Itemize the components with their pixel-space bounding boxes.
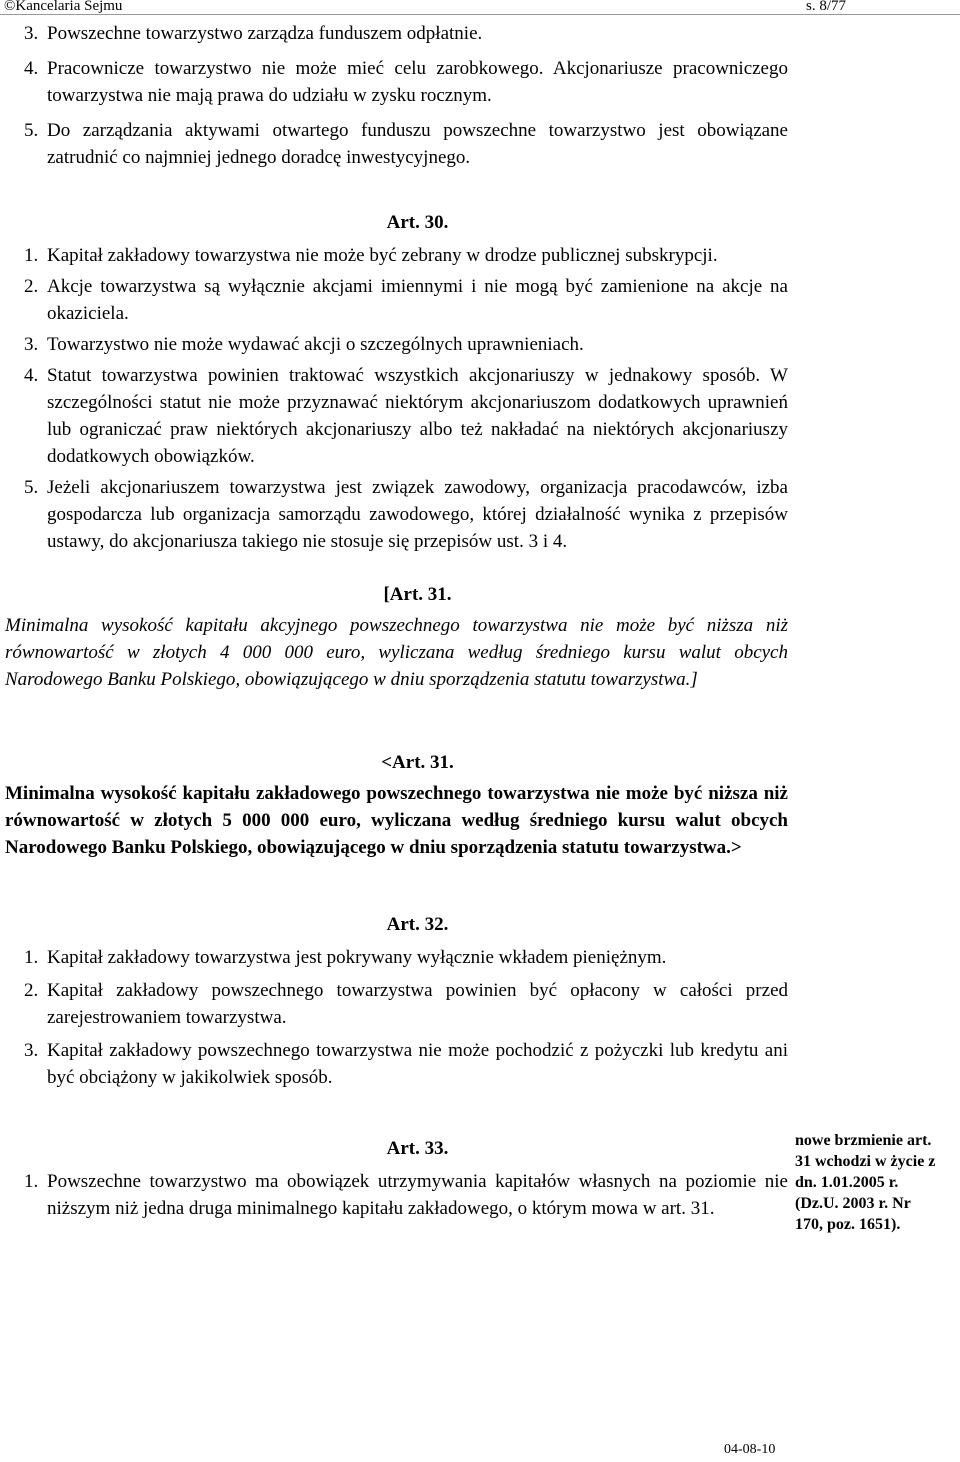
- paragraph: [24, 944, 788, 971]
- repealed-article-text: Minimalna wysokość kapitału akcyjnego powszechnego towarzystwa nie może być niższa niż równowartość w złotych 4 000 000 euro, wyliczana według średniego kursu walut obcych Narodowego Banku Polskiego, obowiązującego w dniu sporządzenia statutu towarzystwa.]: [5, 615, 788, 690]
- paragraph-text: Kapitał zakładowy powszechnego towarzystwa nie może pochodzić z pożyczki lub kredytu ani być obciążony w jakikolwiek sposób.: [47, 1040, 788, 1088]
- header-rule: [0, 14, 960, 15]
- margin-note-line: 170, poz. 1651).: [795, 1216, 901, 1233]
- margin-note-line: nowe brzmienie art.: [795, 1132, 932, 1149]
- paragraph: [24, 273, 788, 327]
- paragraph-number: 3.: [24, 334, 39, 355]
- paragraph-text: Kapitał zakładowy towarzystwa jest pokrywany wyłącznie wkładem pieniężnym.: [47, 947, 667, 968]
- paragraph: [24, 977, 788, 1031]
- paragraph: [24, 242, 788, 269]
- article-heading-new: <Art. 31.: [381, 752, 454, 773]
- paragraph-number: 1.: [24, 947, 39, 968]
- footer-date: 04-08-10: [724, 1442, 776, 1457]
- paragraph-number: 1.: [24, 1171, 39, 1192]
- paragraph-number: 5.: [24, 477, 39, 498]
- paragraph-number: 2.: [24, 980, 39, 1001]
- art30-items: [24, 242, 788, 555]
- art32-items: [24, 944, 788, 1091]
- paragraph-number: 5.: [24, 120, 39, 141]
- paragraph-text: Jeżeli akcjonariuszem towarzystwa jest związek zawodowy, organizacja pracodawców, izba gospodarcza lub organizacja samorządu zawodowego, której działalność wynika z przepisów ustawy, do akcjonariusza takiego nie stosuje się przepisów ust. 3 i 4.: [47, 477, 788, 552]
- new-article-text: Minimalna wysokość kapitału zakładowego powszechnego towarzystwa nie może być niższa niż równowartość w złotych 5 000 000 euro, wyliczana według średniego kursu walut obcych Narodowego Banku Polskiego, obowiązującego w dniu sporządzenia statutu towarzystwa.>: [5, 783, 788, 858]
- margin-note-line: (Dz.U. 2003 r. Nr: [795, 1195, 911, 1212]
- article-heading: Art. 33.: [386, 1138, 449, 1159]
- art29-tail: [24, 20, 788, 171]
- paragraph-text: Statut towarzystwa powinien traktować wszystkich akcjonariuszy w jednakowy sposób. W szczególności statut nie może przyznawać niektórym akcjonariuszom dodatkowych uprawnień lub ograniczać praw niektórych akcjonariuszy albo też nakładać na niektórych akcjonariuszy dodatkowych obowiązków.: [47, 365, 788, 467]
- margin-note-line: dn. 1.01.2005 r.: [795, 1174, 899, 1191]
- document-body: [5, 20, 788, 1222]
- paragraph-text: Kapitał zakładowy towarzystwa nie może być zebrany w drodze publicznej subskrypcji.: [47, 245, 718, 266]
- margin-note-line: 31 wchodzi w życie z: [795, 1153, 936, 1170]
- paragraph: [24, 331, 788, 358]
- paragraph-number: 1.: [24, 245, 39, 266]
- paragraph-number: 3.: [24, 23, 39, 44]
- article-heading: Art. 32.: [386, 914, 449, 935]
- paragraph-text: Powszechne towarzystwo ma obowiązek utrzymywania kapitałów własnych na poziomie nie niższym niż jedna druga minimalnego kapitału zakładowego, o którym mowa w art. 31.: [47, 1171, 788, 1219]
- paragraph: [24, 20, 788, 47]
- paragraph: [24, 1168, 788, 1222]
- paragraph-text: Kapitał zakładowy powszechnego towarzystwa powinien być opłacony w całości przed zarejestrowaniem towarzystwa.: [47, 980, 788, 1028]
- paragraph-number: 3.: [24, 1040, 39, 1061]
- page-number: s. 8/77: [806, 0, 847, 14]
- paragraph: [24, 117, 788, 171]
- source-label: ©Kancelaria Sejmu: [4, 0, 123, 14]
- paragraph-text: Powszechne towarzystwo zarządza funduszem odpłatnie.: [47, 23, 483, 44]
- article-heading: Art. 30.: [386, 212, 449, 233]
- paragraph: [24, 362, 788, 470]
- paragraph: [24, 1037, 788, 1091]
- paragraph-text: Akcje towarzystwa są wyłącznie akcjami imiennymi i nie mogą być zamienione na akcje na okaziciela.: [47, 276, 788, 324]
- paragraph: [24, 55, 788, 109]
- article-heading-old: [Art. 31.: [383, 584, 452, 605]
- paragraph-text: Do zarządzania aktywami otwartego funduszu powszechne towarzystwo jest obowiązane zatrudnić co najmniej jednego doradcę inwestycyjnego.: [47, 120, 788, 168]
- paragraph-number: 4.: [24, 58, 39, 79]
- paragraph-number: 2.: [24, 276, 39, 297]
- paragraph-text: Towarzystwo nie może wydawać akcji o szczególnych uprawnieniach.: [47, 334, 584, 355]
- page-header: [0, 0, 960, 14]
- paragraph: [24, 474, 788, 555]
- paragraph-number: 4.: [24, 365, 39, 386]
- paragraph-text: Pracownicze towarzystwo nie może mieć celu zarobkowego. Akcjonariusze pracowniczego towarzystwa nie mają prawa do udziału w zysku rocznym.: [47, 58, 788, 106]
- margin-note: [795, 1130, 960, 1235]
